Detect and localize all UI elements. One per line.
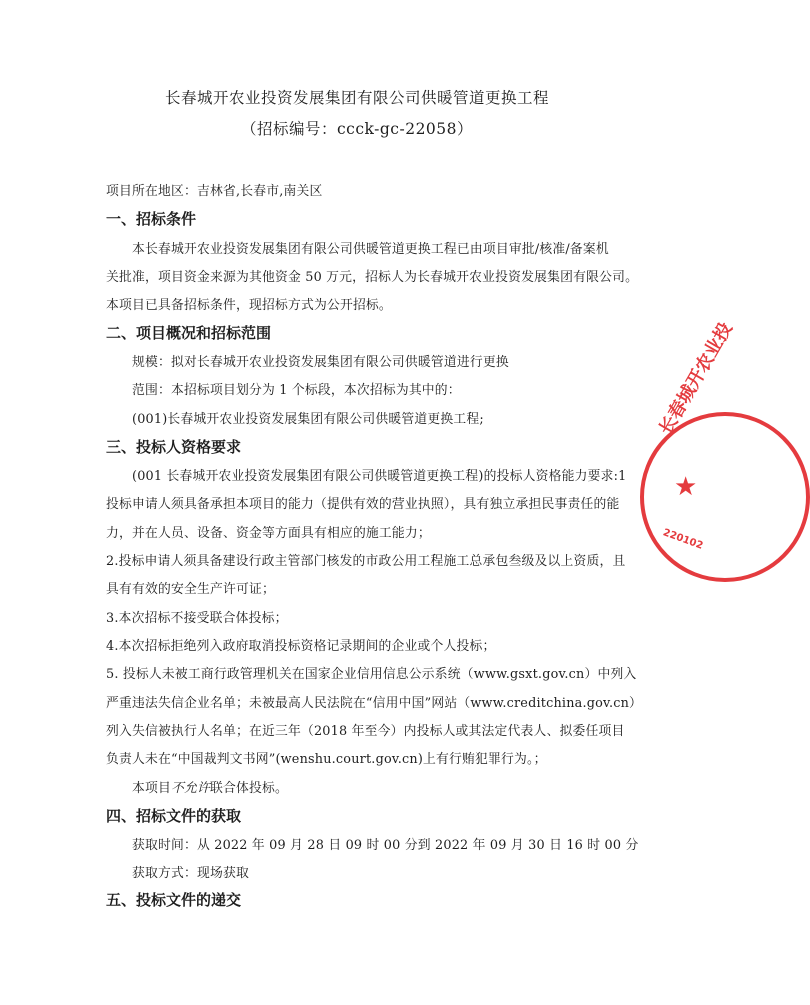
sec3-line-11: 负责人未在“中国裁判文书网”(wenshu.court.gov.cn)上有行贿犯罪行为。； (106, 752, 547, 767)
section-5-heading: 五、投标文件的递交 (106, 891, 242, 909)
sec3-line-4: 2.投标申请人须具备建设行政主管部门核发的市政公用工程施工总承包叁级及以上资质，且 (106, 554, 626, 569)
document-title: 长春城开农业投资发展集团有限公司供暖管道更换工程 (164, 89, 549, 107)
sec3-line-12 (132, 777, 288, 796)
sec3-line-2: 投标申请人须具备承担本项目的能力（提供有效的营业执照），具有独立承担民事责任的能 (106, 497, 620, 512)
sec3-line-12-c: 联合体投标。 (210, 781, 288, 796)
sec3-line-3: 力，并在人员、设备、资金等方面具有相应的施工能力； (106, 526, 431, 541)
tender-number: （招标编号：ccck-gc-22058） (240, 120, 474, 138)
sec1-line-2: 关批准，项目资金来源为其他资金 50 万元，招标人为长春城开农业投资发展集团有限公司。 (106, 270, 639, 285)
seal-star-icon: ★ (674, 472, 698, 502)
sec3-line-7: 4.本次招标拒绝列入政府取消投标资格记录期间的企业或个人投标； (106, 639, 496, 654)
sec3-line-12-b: 不允许 (171, 781, 210, 796)
sec3-line-9: 严重违法失信企业名单；未被最高人民法院在“信用中国”网站（www.creditchina.gov.cn） (106, 696, 643, 711)
section-2-heading: 二、项目概况和招标范围 (106, 324, 272, 342)
sec2-line-2: 范围：本招标项目划分为 1 个标段，本次招标为其中的： (132, 383, 461, 398)
section-3-heading: 三、投标人资格要求 (106, 438, 242, 456)
sec3-line-8: 5. 投标人未被工商行政管理机关在国家企业信用信息公示系统（www.gsxt.gov.cn）中列入 (106, 667, 637, 682)
sec4-line-1: 获取时间：从 2022 年 09 月 28 日 09 时 00 分到 2022 年 09 月 30 日 16 时 00 分 (132, 838, 639, 853)
sec4-line-2: 获取方式：现场获取 (132, 866, 249, 881)
section-4-heading: 四、招标文件的获取 (106, 807, 242, 825)
sec2-line-1: 规模：拟对长春城开农业投资发展集团有限公司供暖管道进行更换 (132, 355, 509, 370)
project-location: 项目所在地区：吉林省,长春市,南关区 (106, 184, 323, 199)
company-seal (640, 318, 810, 582)
sec3-line-12-a: 本项目 (132, 781, 171, 796)
sec3-line-6: 3.本次招标不接受联合体投标； (106, 611, 288, 626)
sec3-line-10: 列入失信被执行人名单；在近三年（2018 年至今）内投标人或其法定代表人、拟委任项目 (106, 724, 625, 739)
seal-code: 220102 (661, 527, 705, 552)
sec3-line-1: (001 长春城开农业投资发展集团有限公司供暖管道更换工程)的投标人资格能力要求:1 (132, 469, 627, 484)
sec1-line-3: 本项目已具备招标条件，现招标方式为公开招标。 (106, 298, 392, 313)
sec1-line-1: 本长春城开农业投资发展集团有限公司供暖管道更换工程已由项目审批/核准/备案机 (132, 242, 609, 257)
sec2-line-3: (001)长春城开农业投资发展集团有限公司供暖管道更换工程; (132, 412, 484, 427)
section-1-heading: 一、招标条件 (106, 210, 197, 228)
sec3-line-5: 具有有效的安全生产许可证； (106, 582, 275, 597)
seal-text: 长春城开农业投 (655, 318, 737, 439)
